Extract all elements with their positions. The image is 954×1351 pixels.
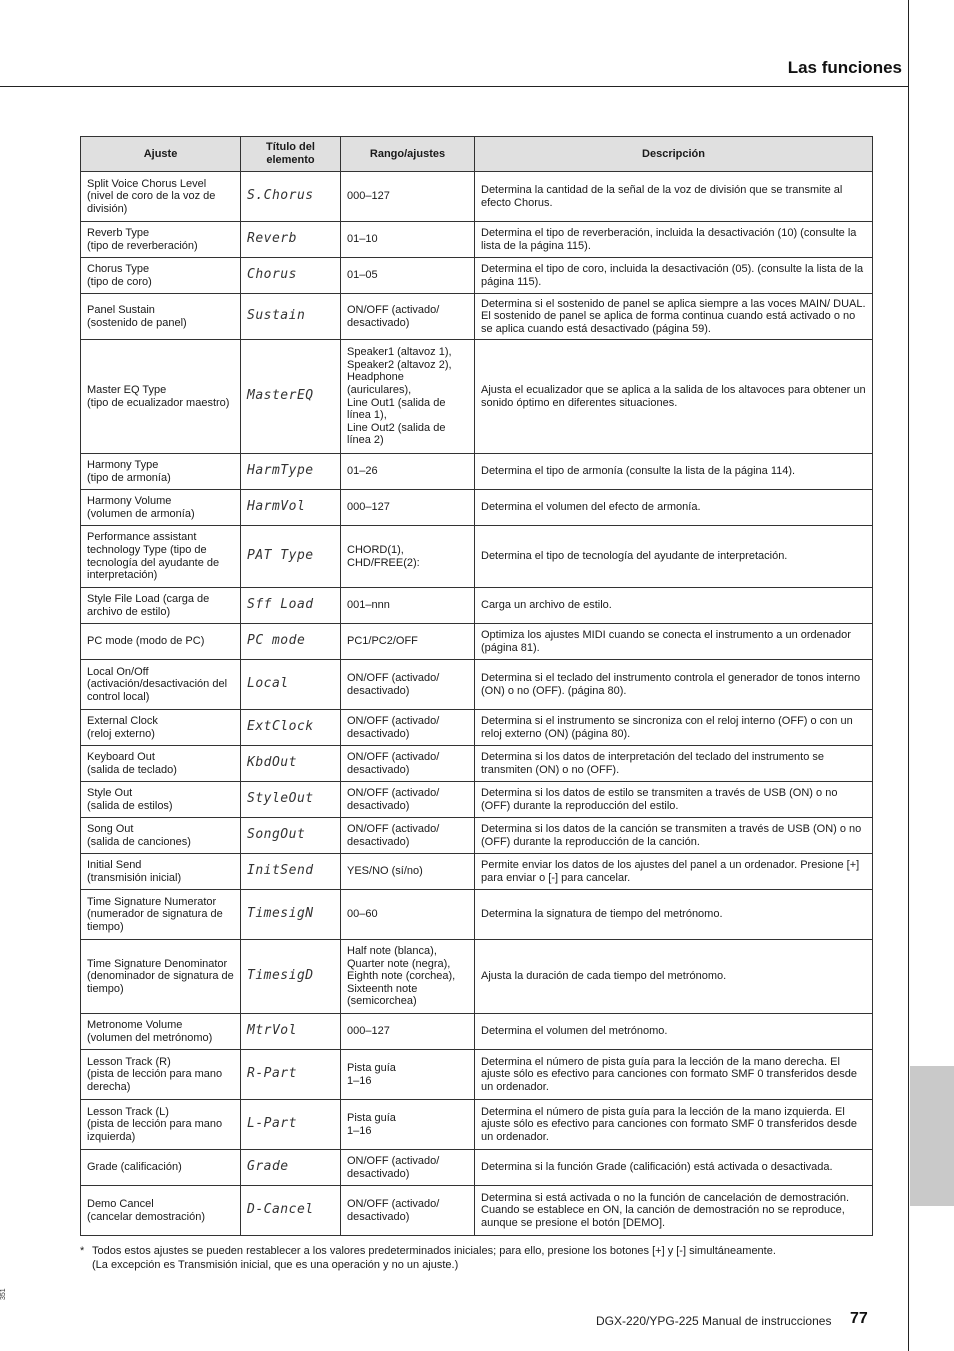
table-row [81,854,873,890]
display-name-cell: MasterEQ [241,340,341,454]
section-tab [910,1066,954,1206]
description-cell: Determina si los datos de la canción se transmiten a través de USB (ON) o no (OFF) durante la reproducción de la canción. [475,818,873,854]
description-cell: Determina el número de pista guía para la lección de la mano derecha. El ajuste sólo es efectivo para canciones con formato SMF 0 transferidos desde un ordenador. [475,1050,873,1100]
table-row [81,294,873,340]
table-row [81,890,873,940]
range-cell: ON/OFF (activado/ desactivado) [341,710,475,746]
page-edge-rule [908,0,909,1351]
setting-name-cell: Style Out (salida de estilos) [81,782,241,818]
footnote [80,1244,880,1272]
setting-name-cell: External Clock (reloj externo) [81,710,241,746]
table-row [81,782,873,818]
setting-name-cell: Master EQ Type (tipo de ecualizador maestro) [81,340,241,454]
display-name-cell: Local [241,660,341,710]
description-cell: Determina la signatura de tiempo del metrónomo. [475,890,873,940]
display-name-cell: Sff Load [241,588,341,624]
setting-name-cell: Style File Load (carga de archivo de estilo) [81,588,241,624]
setting-name-cell: Lesson Track (L) (pista de lección para mano izquierda) [81,1100,241,1150]
column-header-titulo: Título del elemento [241,137,341,172]
display-name-cell: D-Cancel [241,1186,341,1236]
table-row [81,172,873,222]
display-name-cell: TimesigD [241,940,341,1014]
setting-name-cell: Lesson Track (R) (pista de lección para mano derecha) [81,1050,241,1100]
display-name-cell: HarmType [241,454,341,490]
table-header-row [81,137,873,172]
footnote-marker: * [80,1245,85,1257]
table-row [81,746,873,782]
table-row [81,222,873,258]
display-name-cell: ExtClock [241,710,341,746]
display-name-cell: MtrVol [241,1014,341,1050]
column-header-ajuste: Ajuste [81,137,241,172]
table-row [81,1014,873,1050]
table-row [81,1150,873,1186]
description-cell: Determina si el instrumento se sincroniza con el reloj interno (OFF) o con un reloj externo (ON) (página 80). [475,710,873,746]
table-row [81,454,873,490]
setting-name-cell: Song Out (salida de canciones) [81,818,241,854]
display-name-cell: L-Part [241,1100,341,1150]
setting-name-cell: Reverb Type (tipo de reverberación) [81,222,241,258]
setting-name-cell: Local On/Off (activación/desactivación del control local) [81,660,241,710]
setting-name-cell: PC mode (modo de PC) [81,624,241,660]
range-cell: ON/OFF (activado/ desactivado) [341,1150,475,1186]
table-row [81,624,873,660]
range-cell: YES/NO (sí/no) [341,854,475,890]
display-name-cell: Sustain [241,294,341,340]
setting-name-cell: Harmony Volume (volumen de armonía) [81,490,241,526]
page-section-title: Las funciones [787,58,902,77]
range-cell: 000–127 [341,1014,475,1050]
range-cell: 01–26 [341,454,475,490]
description-cell: Determina el tipo de coro, incluida la desactivación (05). (consulte la lista de la página 115). [475,258,873,294]
table-row [81,660,873,710]
footer-manual-title: DGX-220/YPG-225 Manual de instrucciones [596,1314,832,1328]
description-cell: Optimiza los ajustes MIDI cuando se conecta el instrumento a un ordenador (página 81). [475,624,873,660]
range-cell: Pista guía 1–16 [341,1100,475,1150]
setting-name-cell: Keyboard Out (salida de teclado) [81,746,241,782]
page-number: 77 [850,1310,868,1327]
description-cell: Determina el tipo de reverberación, incluida la desactivación (10) (consulte la lista de la página 115). [475,222,873,258]
table-row [81,490,873,526]
range-cell: 000–127 [341,172,475,222]
table-row [81,1186,873,1236]
display-name-cell: S.Chorus [241,172,341,222]
description-cell: Determina si está activada o no la función de cancelación de demostración. Cuando se establece en ON, la canción de demostración no se reproduce, aunque se presione el botón [DEMO]. [475,1186,873,1236]
display-name-cell: SongOut [241,818,341,854]
display-name-cell: TimesigN [241,890,341,940]
range-cell: ON/OFF (activado/ desactivado) [341,1186,475,1236]
display-name-cell: StyleOut [241,782,341,818]
header-divider [0,86,909,87]
column-header-rango: Rango/ajustes [341,137,475,172]
range-cell: 01–05 [341,258,475,294]
description-cell: Determina el número de pista guía para la lección de la mano izquierda. El ajuste sólo es efectivo para canciones con formato SMF 0 transferidos desde un ordenador. [475,1100,873,1150]
setting-name-cell: Demo Cancel (cancelar demostración) [81,1186,241,1236]
setting-name-cell: Metronome Volume (volumen del metrónomo) [81,1014,241,1050]
description-cell: Permite enviar los datos de los ajustes del panel a un ordenador. Presione [+] para enviar o [-] para cancelar. [475,854,873,890]
range-cell: ON/OFF (activado/ desactivado) [341,660,475,710]
range-cell: 01–10 [341,222,475,258]
description-cell: Determina el tipo de armonía (consulte la lista de la página 114). [475,454,873,490]
display-name-cell: R-Part [241,1050,341,1100]
table-row [81,1050,873,1100]
range-cell: Speaker1 (altavoz 1), Speaker2 (altavoz 2), Headphone (auriculares), Line Out1 (salida de línea 1), Line Out2 (salida de línea 2) [341,340,475,454]
display-name-cell: Grade [241,1150,341,1186]
description-cell: Determina si los datos de interpretación del teclado del instrumento se transmiten (ON) o no (OFF). [475,746,873,782]
table-row [81,818,873,854]
display-name-cell: Chorus [241,258,341,294]
settings-table [80,136,873,1236]
description-cell: Ajusta la duración de cada tiempo del metrónomo. [475,940,873,1014]
table-row [81,258,873,294]
description-cell: Determina si la función Grade (calificación) está activada o desactivada. [475,1150,873,1186]
range-cell: Pista guía 1–16 [341,1050,475,1100]
range-cell: 00–60 [341,890,475,940]
description-cell: Determina si el sostenido de panel se aplica siempre a las voces MAIN/ DUAL. El sostenido de panel se aplica de forma continua cuando está activado o no se aplica cuando está desactivado (página 59). [475,294,873,340]
display-name-cell: KbdOut [241,746,341,782]
description-cell: Determina el tipo de tecnología del ayudante de interpretación. [475,526,873,588]
side-page-code: 351 [0,1288,7,1300]
table-row [81,710,873,746]
range-cell: ON/OFF (activado/ desactivado) [341,746,475,782]
footnote-text: Todos estos ajustes se pueden restablecer a los valores predeterminados iniciales; para ello, presione los botones [+] y [-] simultáneamente. (La excepción es Transmisión inicial, que es una operación y no un ajuste.) [92,1245,776,1271]
range-cell: ON/OFF (activado/ desactivado) [341,818,475,854]
description-cell: Determina si el teclado del instrumento controla el generador de tonos interno (ON) o no (OFF). (página 80). [475,660,873,710]
table-row [81,340,873,454]
range-cell: Half note (blanca), Quarter note (negra), Eighth note (corchea), Sixteenth note (semicorchea) [341,940,475,1014]
description-cell: Determina si los datos de estilo se transmiten a través de USB (ON) o no (OFF) durante la reproducción del estilo. [475,782,873,818]
setting-name-cell: Initial Send (transmisión inicial) [81,854,241,890]
description-cell: Carga un archivo de estilo. [475,588,873,624]
display-name-cell: Reverb [241,222,341,258]
display-name-cell: HarmVol [241,490,341,526]
column-header-descripcion: Descripción [475,137,873,172]
setting-name-cell: Split Voice Chorus Level (nivel de coro de la voz de división) [81,172,241,222]
description-cell: Determina la cantidad de la señal de la voz de división que se transmite al efecto Chorus. [475,172,873,222]
setting-name-cell: Panel Sustain (sostenido de panel) [81,294,241,340]
table-row [81,940,873,1014]
range-cell: 001–nnn [341,588,475,624]
range-cell: PC1/PC2/OFF [341,624,475,660]
description-cell: Determina el volumen del metrónomo. [475,1014,873,1050]
description-cell: Determina el volumen del efecto de armonía. [475,490,873,526]
display-name-cell: InitSend [241,854,341,890]
setting-name-cell: Time Signature Numerator (numerador de signatura de tiempo) [81,890,241,940]
range-cell: 000–127 [341,490,475,526]
setting-name-cell: Performance assistant technology Type (tipo de tecnología del ayudante de interpretación) [81,526,241,588]
display-name-cell: PC mode [241,624,341,660]
display-name-cell: PAT Type [241,526,341,588]
description-cell: Ajusta el ecualizador que se aplica a la salida de los altavoces para obtener un sonido óptimo en diferentes situaciones. [475,340,873,454]
range-cell: CHORD(1), CHD/FREE(2): [341,526,475,588]
table-row [81,1100,873,1150]
range-cell: ON/OFF (activado/ desactivado) [341,782,475,818]
range-cell: ON/OFF (activado/ desactivado) [341,294,475,340]
table-row [81,588,873,624]
setting-name-cell: Chorus Type (tipo de coro) [81,258,241,294]
setting-name-cell: Harmony Type (tipo de armonía) [81,454,241,490]
table-row [81,526,873,588]
setting-name-cell: Time Signature Denominator (denominador de signatura de tiempo) [81,940,241,1014]
setting-name-cell: Grade (calificación) [81,1150,241,1186]
